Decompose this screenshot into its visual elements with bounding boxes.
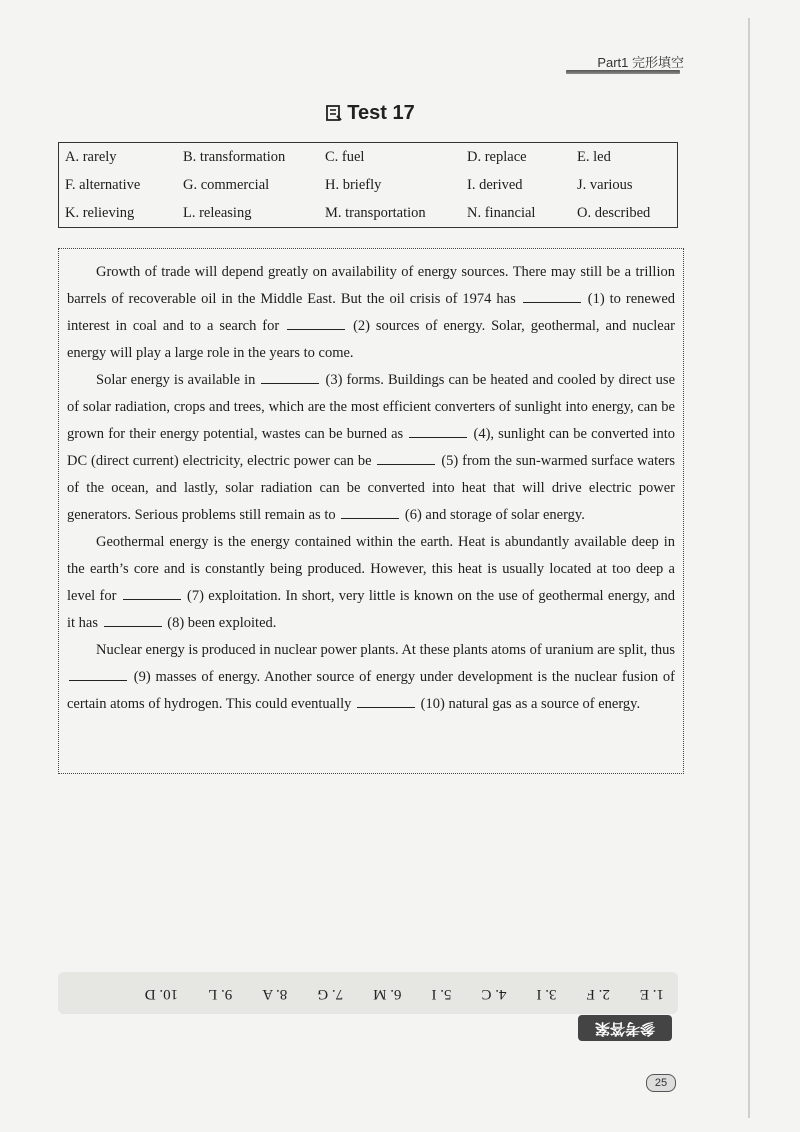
option: J. various: [577, 176, 633, 193]
paragraph: [67, 529, 675, 637]
word-bank-row: [59, 199, 678, 228]
paragraph: [67, 637, 675, 718]
answer-key-label: 参考答案: [578, 1015, 672, 1041]
word-bank: [58, 142, 678, 228]
answer-item: 5. I: [431, 986, 452, 1003]
option: A. rarely: [65, 148, 117, 165]
text: Nuclear energy is produced in nuclear power plants. At these plants atoms of uranium are split, thus: [96, 642, 675, 658]
answer-item: 1. E: [639, 986, 664, 1003]
text: (4), sunlight can be converted into DC (direct current) electricity, electric power can be: [67, 426, 676, 469]
option: K. relieving: [65, 204, 135, 221]
answer-key: [58, 980, 678, 1008]
text: (2) sources of energy. Solar, geothermal, and nuclear energy will play a large role in the years to come.: [67, 318, 676, 361]
blank[interactable]: [377, 452, 435, 465]
blank[interactable]: [341, 506, 399, 519]
page-edge: [748, 18, 750, 1118]
option: L. releasing: [183, 204, 252, 221]
word-bank-row: [59, 171, 678, 199]
text: (3) forms. Buildings can be heated and cooled by direct use of solar radiation, crops and trees, which are the most efficient converters of sunlight into energy, can be grown for their energy potential, wastes can be burned as: [67, 372, 676, 442]
option: H. briefly: [325, 176, 382, 193]
text: (5) from the sun-warmed surface waters of the ocean, and lastly, solar radiation can be converted into heat that will drive electric power generators. Serious problems still remain as to: [67, 453, 675, 523]
paragraph: [67, 367, 675, 529]
answer-item: 3. I: [536, 986, 557, 1003]
test-title-text: Test 17: [347, 102, 415, 124]
option: I. derived: [467, 176, 523, 193]
answer-item: 9. L: [208, 986, 233, 1003]
blank[interactable]: [357, 695, 415, 708]
paragraph: [67, 259, 675, 367]
option: O. described: [577, 204, 651, 221]
option: N. financial: [467, 204, 536, 221]
blank[interactable]: [287, 317, 345, 330]
answer-item: 6. M: [373, 986, 402, 1003]
blank[interactable]: [523, 290, 581, 303]
answer-item: 7. G: [317, 986, 344, 1003]
text: (7) exploitation. In short, very little is known on the use of geothermal energy, and it has: [67, 588, 676, 631]
test-title: [0, 102, 740, 125]
text: (6) and storage of solar energy.: [401, 507, 585, 523]
blank[interactable]: [104, 614, 162, 627]
text: (8) been exploited.: [163, 615, 277, 631]
option: D. replace: [467, 148, 527, 165]
passage-box: [58, 248, 684, 774]
text: Growth of trade will depend greatly on availability of energy sources. There may still be a trillion barrels of recoverable oil in the Middle East. But the oil crisis of 1974 has: [67, 264, 675, 307]
blank[interactable]: [409, 425, 467, 438]
text: (10) natural gas as a source of energy.: [417, 696, 641, 712]
answer-item: 10. D: [144, 986, 179, 1003]
document-icon: [325, 104, 343, 122]
running-head-rule: [566, 70, 680, 74]
answer-item: 2. F: [586, 986, 610, 1003]
text: (9) masses of energy. Another source of energy under development is the nuclear fusion of certain atoms of hydrogen. This could eventually: [67, 669, 675, 712]
answer-item: 8. A: [262, 986, 288, 1003]
text: (1) to renewed interest in coal and to a search for: [67, 291, 676, 334]
blank[interactable]: [69, 668, 127, 681]
text: Geothermal energy is the energy contained within the earth. Heat is abundantly available deep in the earth’s core and is constantly being produced. However, this heat is usually located at too deep a level for: [67, 534, 675, 604]
option: G. commercial: [183, 176, 270, 193]
running-head: Part1 完形填空: [597, 55, 684, 70]
page-number: 25: [646, 1074, 676, 1092]
option: M. transportation: [325, 204, 426, 221]
option: F. alternative: [65, 176, 141, 193]
option: E. led: [577, 148, 611, 165]
word-bank-row: [59, 143, 678, 172]
answer-item: 4. C: [481, 986, 507, 1003]
option: C. fuel: [325, 148, 365, 165]
text: Solar energy is available in: [96, 372, 256, 388]
option: B. transformation: [183, 148, 286, 165]
blank[interactable]: [261, 371, 319, 384]
blank[interactable]: [123, 587, 181, 600]
